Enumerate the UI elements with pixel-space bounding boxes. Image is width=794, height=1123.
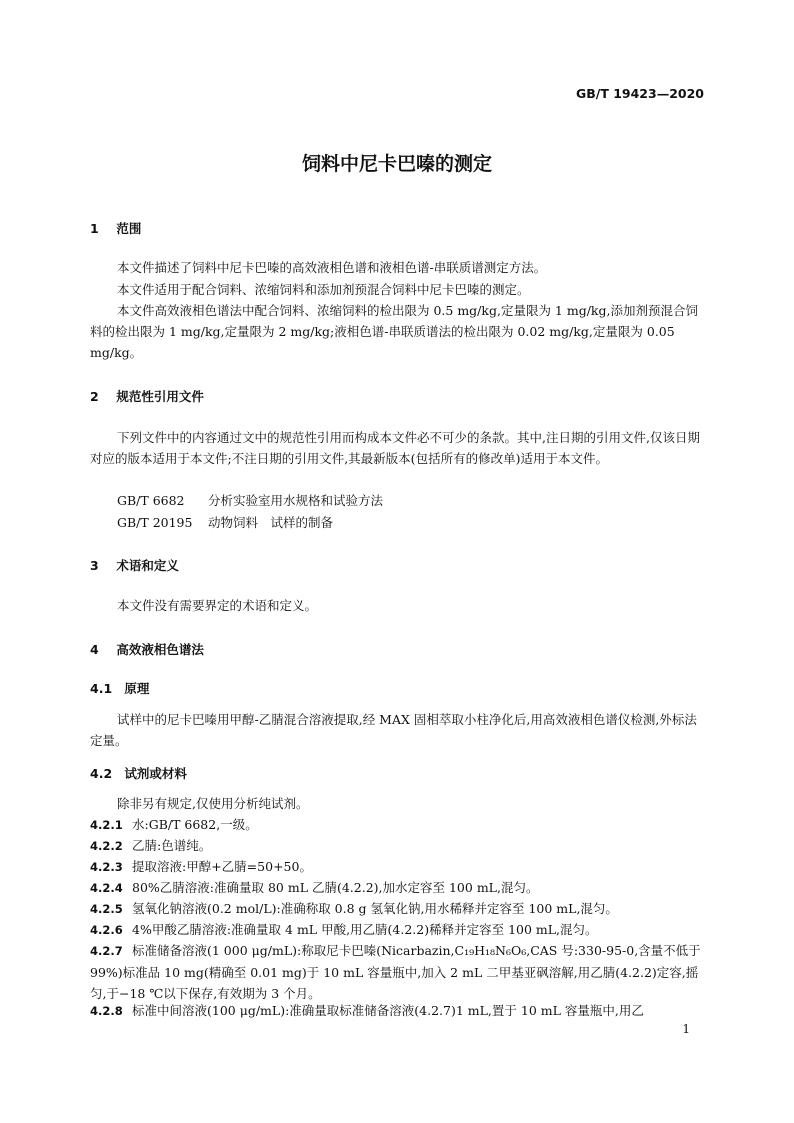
item-text: 80%乙腈溶液:准确量取 80 mL 乙腈(4.2.2),加水定容至 100 mL,混匀。 bbox=[132, 880, 539, 895]
section-number: 1 bbox=[90, 221, 99, 236]
item-number: 4.2.7 bbox=[90, 944, 123, 958]
subsection-4-1-heading bbox=[90, 679, 149, 697]
item-text: 乙腈:色谱纯。 bbox=[132, 838, 212, 853]
list-item bbox=[90, 814, 705, 836]
paragraph: 除非另有规定,仅使用分析纯试剂。 bbox=[117, 796, 309, 811]
list-item bbox=[90, 1000, 705, 1022]
paragraph: 试样中的尼卡巴嗪用甲醇-乙腈混合溶液提取,经 MAX 固相萃取小柱净化后,用高效液相色谱仪检测,外标法定量。 bbox=[90, 712, 697, 748]
item-number: 4.2.2 bbox=[90, 839, 123, 853]
paragraph: 本文件适用于配合饲料、浓缩饲料和添加剂预混合饲料中尼卡巴嗪的测定。 bbox=[117, 282, 530, 297]
section-number: 4 bbox=[90, 642, 99, 657]
item-text: 标准储备溶液(1 000 μg/mL):称取尼卡巴嗪(Nicarbazin,C₁₉H₁₈N₆O₆,CAS 号:330-95-0,含量不低于 99%)标准品 10 mg(精确至 0.01 mg)于 10 mL 容量瓶中,加入 2 mL 二甲基亚砜溶解,用乙腈(4.2.2)定容,摇匀,于−18 ℃以下保存,有效期为 3 个月。 bbox=[90, 943, 701, 1001]
item-text: 水:GB/T 6682,一级。 bbox=[132, 817, 258, 832]
section-number: 3 bbox=[90, 558, 99, 573]
reference-title: 动物饲料 试样的制备 bbox=[208, 515, 334, 530]
section-title: 术语和定义 bbox=[116, 558, 179, 573]
item-number: 4.2.3 bbox=[90, 860, 123, 874]
reference-item bbox=[117, 491, 383, 509]
list-item bbox=[90, 835, 705, 857]
reference-code: GB/T 20195 bbox=[117, 515, 193, 530]
standard-code: GB/T 19423—2020 bbox=[575, 86, 704, 101]
item-text: 氢氧化钠溶液(0.2 mol/L):准确称取 0.8 g 氢氧化钠,用水稀释并定容至 100 mL,混匀。 bbox=[132, 901, 618, 916]
list-item bbox=[90, 898, 705, 920]
section-title: 高效液相色谱法 bbox=[116, 642, 204, 657]
reference-item bbox=[117, 513, 333, 531]
page-number: 1 bbox=[682, 1022, 690, 1036]
section-4-heading bbox=[90, 640, 204, 658]
subsection-title: 试剂或材料 bbox=[124, 766, 187, 781]
reference-title: 分析实验室用水规格和试验方法 bbox=[208, 493, 384, 508]
paragraph: 本文件高效液相色谱法中配合饲料、浓缩饲料的检出限为 0.5 mg/kg,定量限为 1 mg/kg,添加剂预混合饲料的检出限为 1 mg/kg,定量限为 2 mg/kg;液相色谱-串联质谱法的检出限为 0.02 mg/kg,定量限为 0.05 mg/kg。 bbox=[90, 303, 698, 360]
list-item bbox=[90, 877, 705, 899]
section-title: 规范性引用文件 bbox=[116, 389, 204, 404]
item-number: 4.2.6 bbox=[90, 923, 123, 937]
list-item bbox=[90, 919, 705, 941]
subsection-number: 4.1 bbox=[90, 681, 113, 696]
list-item bbox=[90, 940, 705, 1004]
section-2-heading bbox=[90, 387, 204, 405]
paragraph: 本文件描述了饲料中尼卡巴嗪的高效液相色谱和液相色谱-串联质谱测定方法。 bbox=[117, 260, 547, 275]
paragraph: 下列文件中的内容通过文中的规范性引用而构成本文件必不可少的条款。其中,注日期的引用文件,仅该日期对应的版本适用于本文件;不注日期的引用文件,其最新版本(包括所有的修改单)适用于本文件。 bbox=[90, 430, 700, 466]
item-text: 标准中间溶液(100 μg/mL):准确量取标准储备溶液(4.2.7)1 mL,置于 10 mL 容量瓶中,用乙 bbox=[132, 1003, 644, 1018]
item-number: 4.2.5 bbox=[90, 902, 123, 916]
subsection-4-2-heading bbox=[90, 764, 187, 782]
reference-code: GB/T 6682 bbox=[117, 493, 185, 508]
paragraph: 本文件没有需要界定的术语和定义。 bbox=[117, 598, 318, 613]
document-title: 饲料中尼卡巴嗪的测定 bbox=[301, 153, 492, 175]
item-number: 4.2.4 bbox=[90, 881, 123, 895]
item-text: 4%甲酸乙腈溶液:准确量取 4 mL 甲酸,用乙腈(4.2.2)稀释并定容至 100 mL,混匀。 bbox=[132, 922, 598, 937]
section-title: 范围 bbox=[116, 221, 142, 236]
section-number: 2 bbox=[90, 389, 99, 404]
subsection-number: 4.2 bbox=[90, 766, 113, 781]
item-text: 提取溶液:甲醇+乙腈=50+50。 bbox=[132, 859, 312, 874]
section-3-heading bbox=[90, 556, 179, 574]
subsection-title: 原理 bbox=[124, 681, 150, 696]
list-item bbox=[90, 856, 705, 878]
section-1-heading bbox=[90, 219, 141, 237]
item-number: 4.2.1 bbox=[90, 818, 123, 832]
item-number: 4.2.8 bbox=[90, 1004, 123, 1018]
